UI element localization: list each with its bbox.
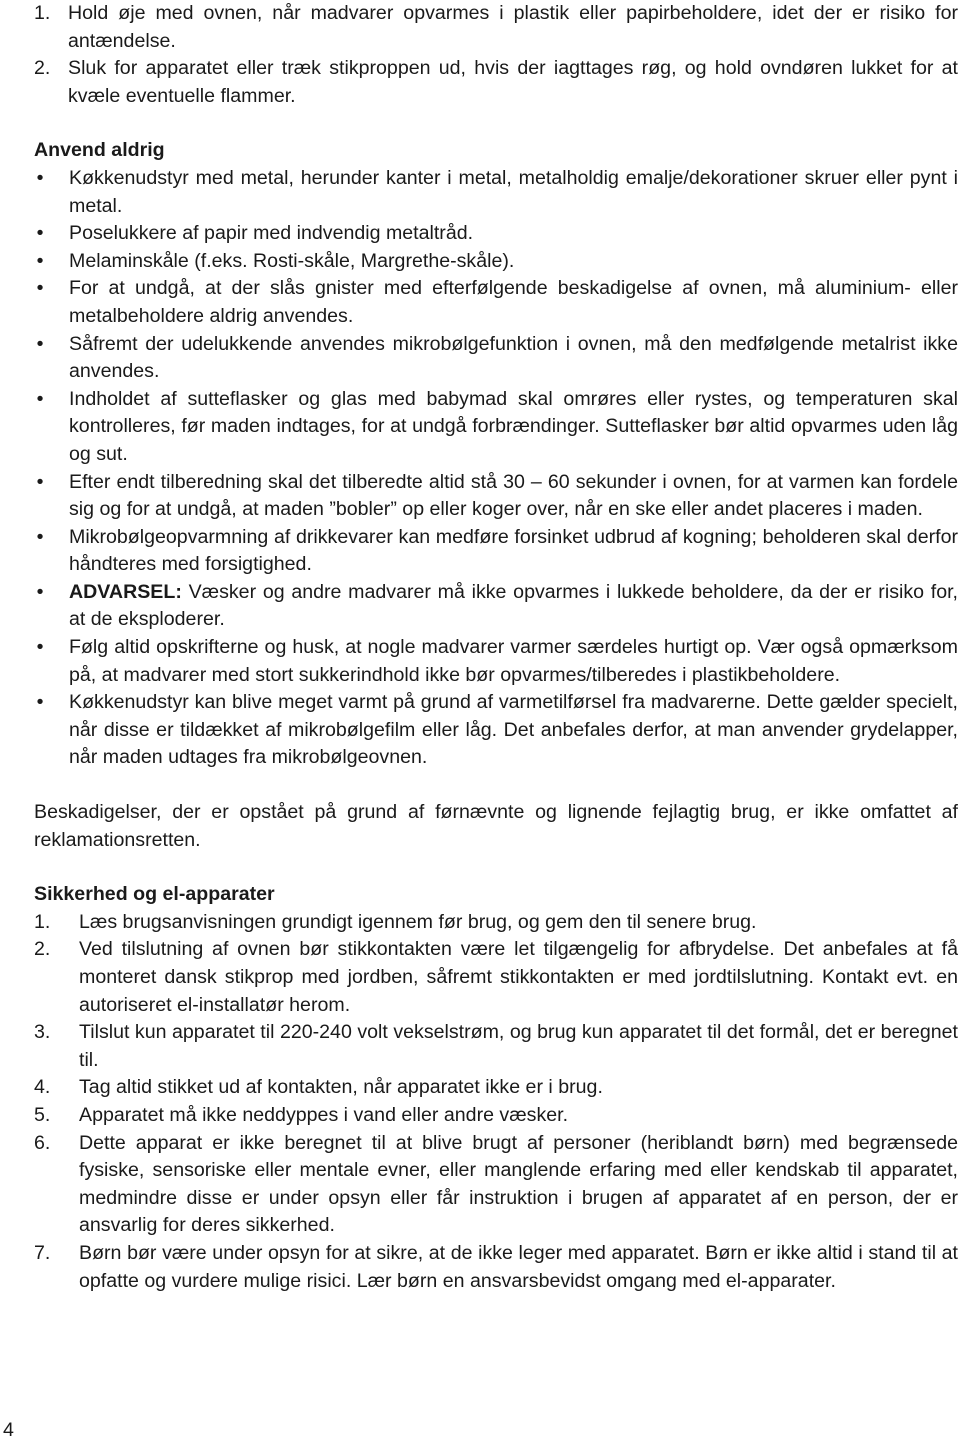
item-number: 4. [34,1076,51,1099]
item-text: Dette apparat er ikke beregnet til at blive brugt af personer (heriblandt børn) med begrænsede fysiske, sensoriske eller mentale evner, eller manglende erfaring med eller kendskab til apparatet, medmindre disse er under opsyn eller får instruktion i brugen af apparatet af en person, der er ansvarlig for deres sikkerhed. [79,1131,958,1237]
item-number: 3. [34,1021,51,1044]
list-item [34,165,958,220]
item-text: Ved tilslutning af ovnen bør stikkontakten være let tilgængelig for afbrydelse. Det anbefales at få monteret dansk stikprop med jordben, såfremt stikkontakten er med jordtilslutning. Kontakt evt. en autoriseret el-installatør herom. [79,938,958,1016]
item-number: 6. [34,1131,51,1154]
document-page [34,0,958,1295]
item-text: Væsker og andre madvarer må ikke opvarmes i lukkede beholdere, da der er risiko for, at de eksploderer. [69,580,958,631]
list-item [34,275,958,330]
item-number: 2. [34,938,51,961]
bullet-icon: • [36,636,44,659]
intro-numbered-list [34,0,958,110]
item-text: Læs brugsanvisningen grundigt igennem før brug, og gem den til senere brug. [79,910,757,933]
section-heading-sikkerhed: Sikkerhed og el-apparater [34,883,275,906]
item-text: Apparatet må ikke neddyppes i vand eller andre væsker. [79,1103,569,1126]
item-number: 1. [34,910,51,933]
item-number: 2. [34,57,51,80]
section-heading-anvend-aldrig: Anvend aldrig [34,139,165,162]
list-item [34,220,958,248]
list-item [34,248,958,276]
list-item [34,936,958,1019]
list-item [34,909,958,937]
list-item [34,1130,958,1240]
list-item-warning [34,579,958,634]
bullet-icon: • [36,691,44,714]
item-text: Indholdet af sutteflasker og glas med babymad skal omrøres eller rystes, og temperaturen skal kontrolleres, før maden indtages, for at undgå forbrændinger. Sutteflasker bør altid opvarmes uden låg og sut. [69,387,958,465]
list-item [34,634,958,689]
list-item [34,689,958,772]
warning-bullet-list [34,165,958,772]
bullet-icon: • [36,222,44,245]
list-item [34,0,958,55]
bullet-icon: • [36,332,44,355]
page-number: 4 [3,1419,14,1441]
bullet-icon: • [36,249,44,272]
item-text: Hold øje med ovnen, når madvarer opvarmes i plastik eller papirbeholdere, idet der er risiko for antændelse. [68,2,958,52]
bullet-icon: • [36,166,44,189]
item-text: Følg altid opskrifterne og husk, at nogle madvarer varmer særdeles hurtigt op. Vær også opmærksom på, at madvarer med stort sukkerindhold ikke bør opvarmes/tilberedes i plastikbeholdere. [69,636,958,686]
list-item [34,524,958,579]
item-text: Sluk for apparatet eller træk stikproppen ud, hvis der iagttages røg, og hold ovndøren lukket for at kvæle eventuelle flammer. [68,57,958,107]
bullet-icon: • [36,470,44,493]
list-item [34,386,958,469]
list-item [34,1019,958,1074]
list-item [34,1240,958,1295]
item-text: Melaminskåle (f.eks. Rosti-skåle, Margrethe-skåle). [69,249,515,272]
item-text: Tilslut kun apparatet til 220-240 volt vekselstrøm, og brug kun apparatet til det formål, det er beregnet til. [79,1021,958,1071]
item-number: 7. [34,1241,51,1264]
item-text: For at undgå, at der slås gnister med efterfølgende beskadigelse af ovnen, må aluminium- eller metalbeholdere aldrig anvendes. [69,277,958,327]
list-item [34,331,958,386]
item-text: Poselukkere af papir med indvendig metaltråd. [69,222,474,245]
disclaimer-paragraph: Beskadigelser, der er opstået på grund af førnævnte og lignende fejlagtig brug, er ikke omfattet af reklamationsretten. [34,801,958,851]
item-text: Køkkenudstyr kan blive meget varmt på grund af varmetilførsel fra madvarerne. Dette gælder specielt, når disse er tildækket af mikrobølgefilm eller låg. Det anbefales derfor, at man anvender grydelapper, når maden udtages fra mikrobølgeovnen. [69,691,958,769]
item-text: Tag altid stikket ud af kontakten, når apparatet ikke er i brug. [79,1076,603,1099]
list-item [34,1102,958,1130]
bullet-icon: • [36,580,44,603]
item-number: 5. [34,1103,51,1126]
bullet-icon: • [36,525,44,548]
item-text: Såfremt der udelukkende anvendes mikrobølgefunktion i ovnen, må den medfølgende metalrist ikke anvendes. [69,332,958,383]
item-text: Efter endt tilberedning skal det tilberedte altid stå 30 – 60 sekunder i ovnen, for at varmen kan fordele sig og for at undgå, at maden ”bobler” op eller koger over, når en ske eller andet placeres i maden. [69,470,958,521]
bullet-icon: • [36,277,44,300]
list-item [34,1074,958,1102]
item-number: 1. [34,2,51,24]
safety-numbered-list [34,909,958,1295]
item-text: Køkkenudstyr med metal, herunder kanter i metal, metalholdig emalje/dekorationer skruer eller pynt i metal. [69,166,958,217]
item-text: Børn bør være under opsyn for at sikre, at de ikke leger med apparatet. Børn er ikke altid i stand til at opfatte og vurdere mulige risici. Lær børn en ansvarsbevidst omgang med el-apparater. [79,1241,958,1292]
list-item [34,469,958,524]
item-text: Mikrobølgeopvarmning af drikkevarer kan medføre forsinket udbrud af kogning; beholderen skal derfor håndteres med forsigtighed. [69,525,958,576]
list-item [34,55,958,110]
warning-label: ADVARSEL: [69,580,182,603]
bullet-icon: • [36,387,44,410]
